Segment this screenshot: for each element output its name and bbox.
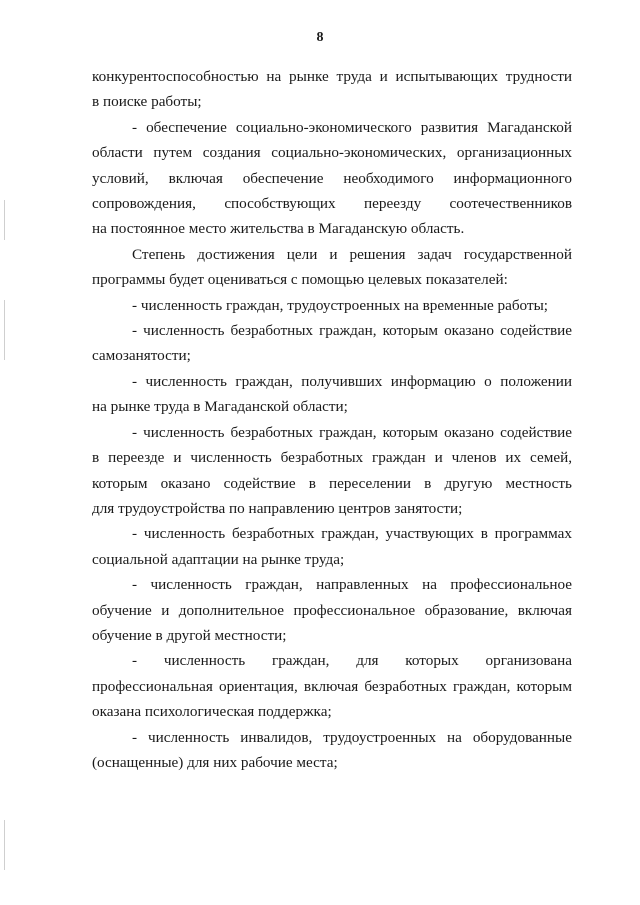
text-line: - численность граждан, направленных на профессиональное — [132, 576, 572, 594]
text-line: условий, включая обеспечение необходимого информационного — [92, 169, 572, 187]
text-line: социальной адаптации на рынке труда; — [92, 550, 345, 568]
list-item-career-guidance — [92, 648, 572, 724]
text-line: которым оказано содействие в переселении в другую местность — [92, 474, 572, 492]
text-line: обучение и дополнительное профессиональное образование, включая — [92, 601, 572, 619]
text-line: - численность инвалидов, трудоустроенных на оборудованные — [132, 728, 572, 746]
text-line: - численность граждан, трудоустроенных на временные работы; — [132, 296, 549, 314]
list-item-professional-training — [92, 572, 572, 648]
text-line: в переезде и численность безработных граждан и членов их семей, — [92, 449, 572, 467]
list-item-self-employment — [92, 318, 572, 369]
text-line: для трудоустройства по направлению центров занятости; — [92, 499, 463, 517]
scan-artifact — [4, 200, 5, 240]
scan-artifact — [4, 300, 5, 360]
paragraph-goal-development — [92, 115, 572, 242]
text-line: - численность граждан, получивших информацию о положении — [132, 372, 572, 390]
list-item-temporary-work — [92, 293, 572, 318]
text-line: области путем создания социально-экономических, организационных — [92, 144, 572, 162]
text-line: обучение в другой местности; — [92, 626, 287, 644]
document-body — [92, 64, 572, 775]
text-line: - численность безработных граждан, которым оказано содействие — [132, 322, 572, 340]
list-item-disabled-employment — [92, 725, 572, 776]
paragraph-indicators-intro — [92, 242, 572, 293]
text-line: самозанятости; — [92, 347, 191, 365]
page-number: 8 — [316, 30, 324, 45]
text-line: на постоянное место жительства в Магаданскую область. — [92, 220, 465, 238]
text-line: - обеспечение социально-экономического развития Магаданской — [132, 118, 572, 136]
text-line: профессиональная ориентация, включая безработных граждан, которым — [92, 677, 572, 695]
list-item-relocation — [92, 420, 572, 522]
text-line: - численность граждан, для которых организована — [132, 652, 572, 670]
list-item-social-adaptation — [92, 521, 572, 572]
text-line: (оснащенные) для них рабочие места; — [92, 753, 338, 771]
text-line: Степень достижения цели и решения задач государственной — [132, 245, 572, 263]
text-line: в поиске работы; — [92, 93, 202, 111]
text-line: сопровождения, способствующих переезду соотечественников — [92, 195, 572, 213]
text-line: на рынке труда в Магаданской области; — [92, 398, 348, 416]
list-item-labor-market-info — [92, 369, 572, 420]
paragraph-continuation — [92, 64, 572, 115]
text-line: оказана психологическая поддержка; — [92, 703, 332, 721]
text-line: - численность безработных граждан, которым оказано содействие — [132, 423, 572, 441]
scan-artifact — [4, 820, 5, 870]
text-line: - численность безработных граждан, участвующих в программах — [132, 525, 572, 543]
text-line: программы будет оцениваться с помощью целевых показателей: — [92, 271, 508, 289]
text-line: конкурентоспособностью на рынке труда и испытывающих трудности — [92, 68, 572, 85]
